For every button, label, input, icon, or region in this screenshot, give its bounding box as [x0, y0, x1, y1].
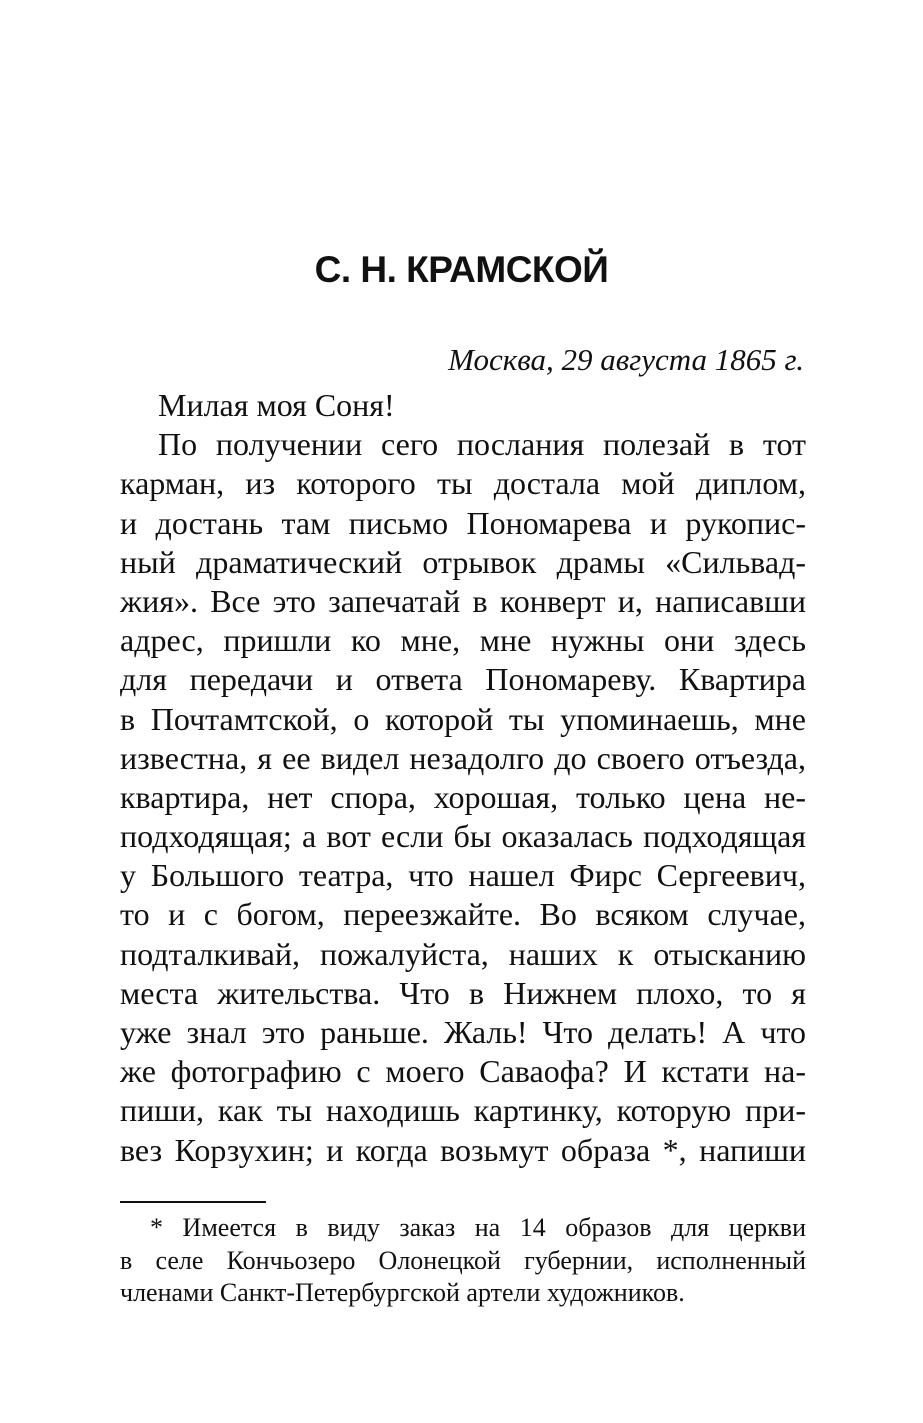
- body-line: же фотографию с моего Саваофа? И кстати на-: [120, 1053, 806, 1090]
- letter-dateline: Москва, 29 августа 1865 г.: [448, 342, 804, 377]
- body-line: ный драматический отрывок драмы «Сильвад-: [120, 543, 806, 580]
- footnote: [120, 1212, 806, 1310]
- body-line: квартира, нет спора, хорошая, только цена не-: [120, 778, 806, 815]
- body-line: подходящая; а вот если бы оказалась подходящая: [120, 818, 806, 855]
- body-line: известна, я ее видел незадолго до своего отъезда,: [120, 739, 806, 776]
- body-line: адрес, пришли ко мне, мне нужны они здесь: [120, 622, 806, 659]
- body-line: жия». Все это запечатай в конверт и, написавши: [120, 582, 806, 619]
- letter-heading: С. Н. КРАМСКОЙ: [314, 249, 609, 290]
- body-line: у Большого театра, что нашел Фирс Сергеевич,: [120, 857, 806, 894]
- body-line: для передачи и ответа Пономареву. Квартира: [120, 661, 806, 698]
- footnote-line: членами Санкт-Петербургской артели художников.: [120, 1278, 685, 1307]
- body-line: уже знал это раньше. Жаль! Что делать! А что: [120, 1014, 806, 1050]
- body-line: подталкивай, пожалуйста, наших к отысканию: [120, 935, 806, 972]
- footnote-line: * Имеется в виду заказ на 14 образов для церкви: [150, 1213, 806, 1242]
- body-line: в Почтамтской, о которой ты упоминаешь, мне: [120, 700, 806, 737]
- body-line: и достань там письмо Пономарева и рукопис-: [120, 504, 806, 541]
- body-line: пиши, как ты находишь картинку, которую при-: [120, 1092, 806, 1129]
- body-line: карман, из которого ты достала мой диплом,: [120, 465, 806, 502]
- body-line: то и с богом, переезжайте. Во всяком случае,: [120, 896, 806, 933]
- footnote-line: в селе Кончьозеро Олонецкой губернии, исполненный: [120, 1245, 806, 1275]
- salutation: Милая моя Соня!: [158, 387, 395, 423]
- body-line: вез Корзухин; и когда возьмут образа *, напиши: [120, 1131, 806, 1168]
- body-line: места жительства. Что в Нижнем плохо, то я: [120, 974, 806, 1011]
- body-line: По получении сего послания полезай в тот: [158, 426, 806, 463]
- footnote-separator: [120, 1201, 266, 1203]
- letter-body: [120, 386, 806, 1170]
